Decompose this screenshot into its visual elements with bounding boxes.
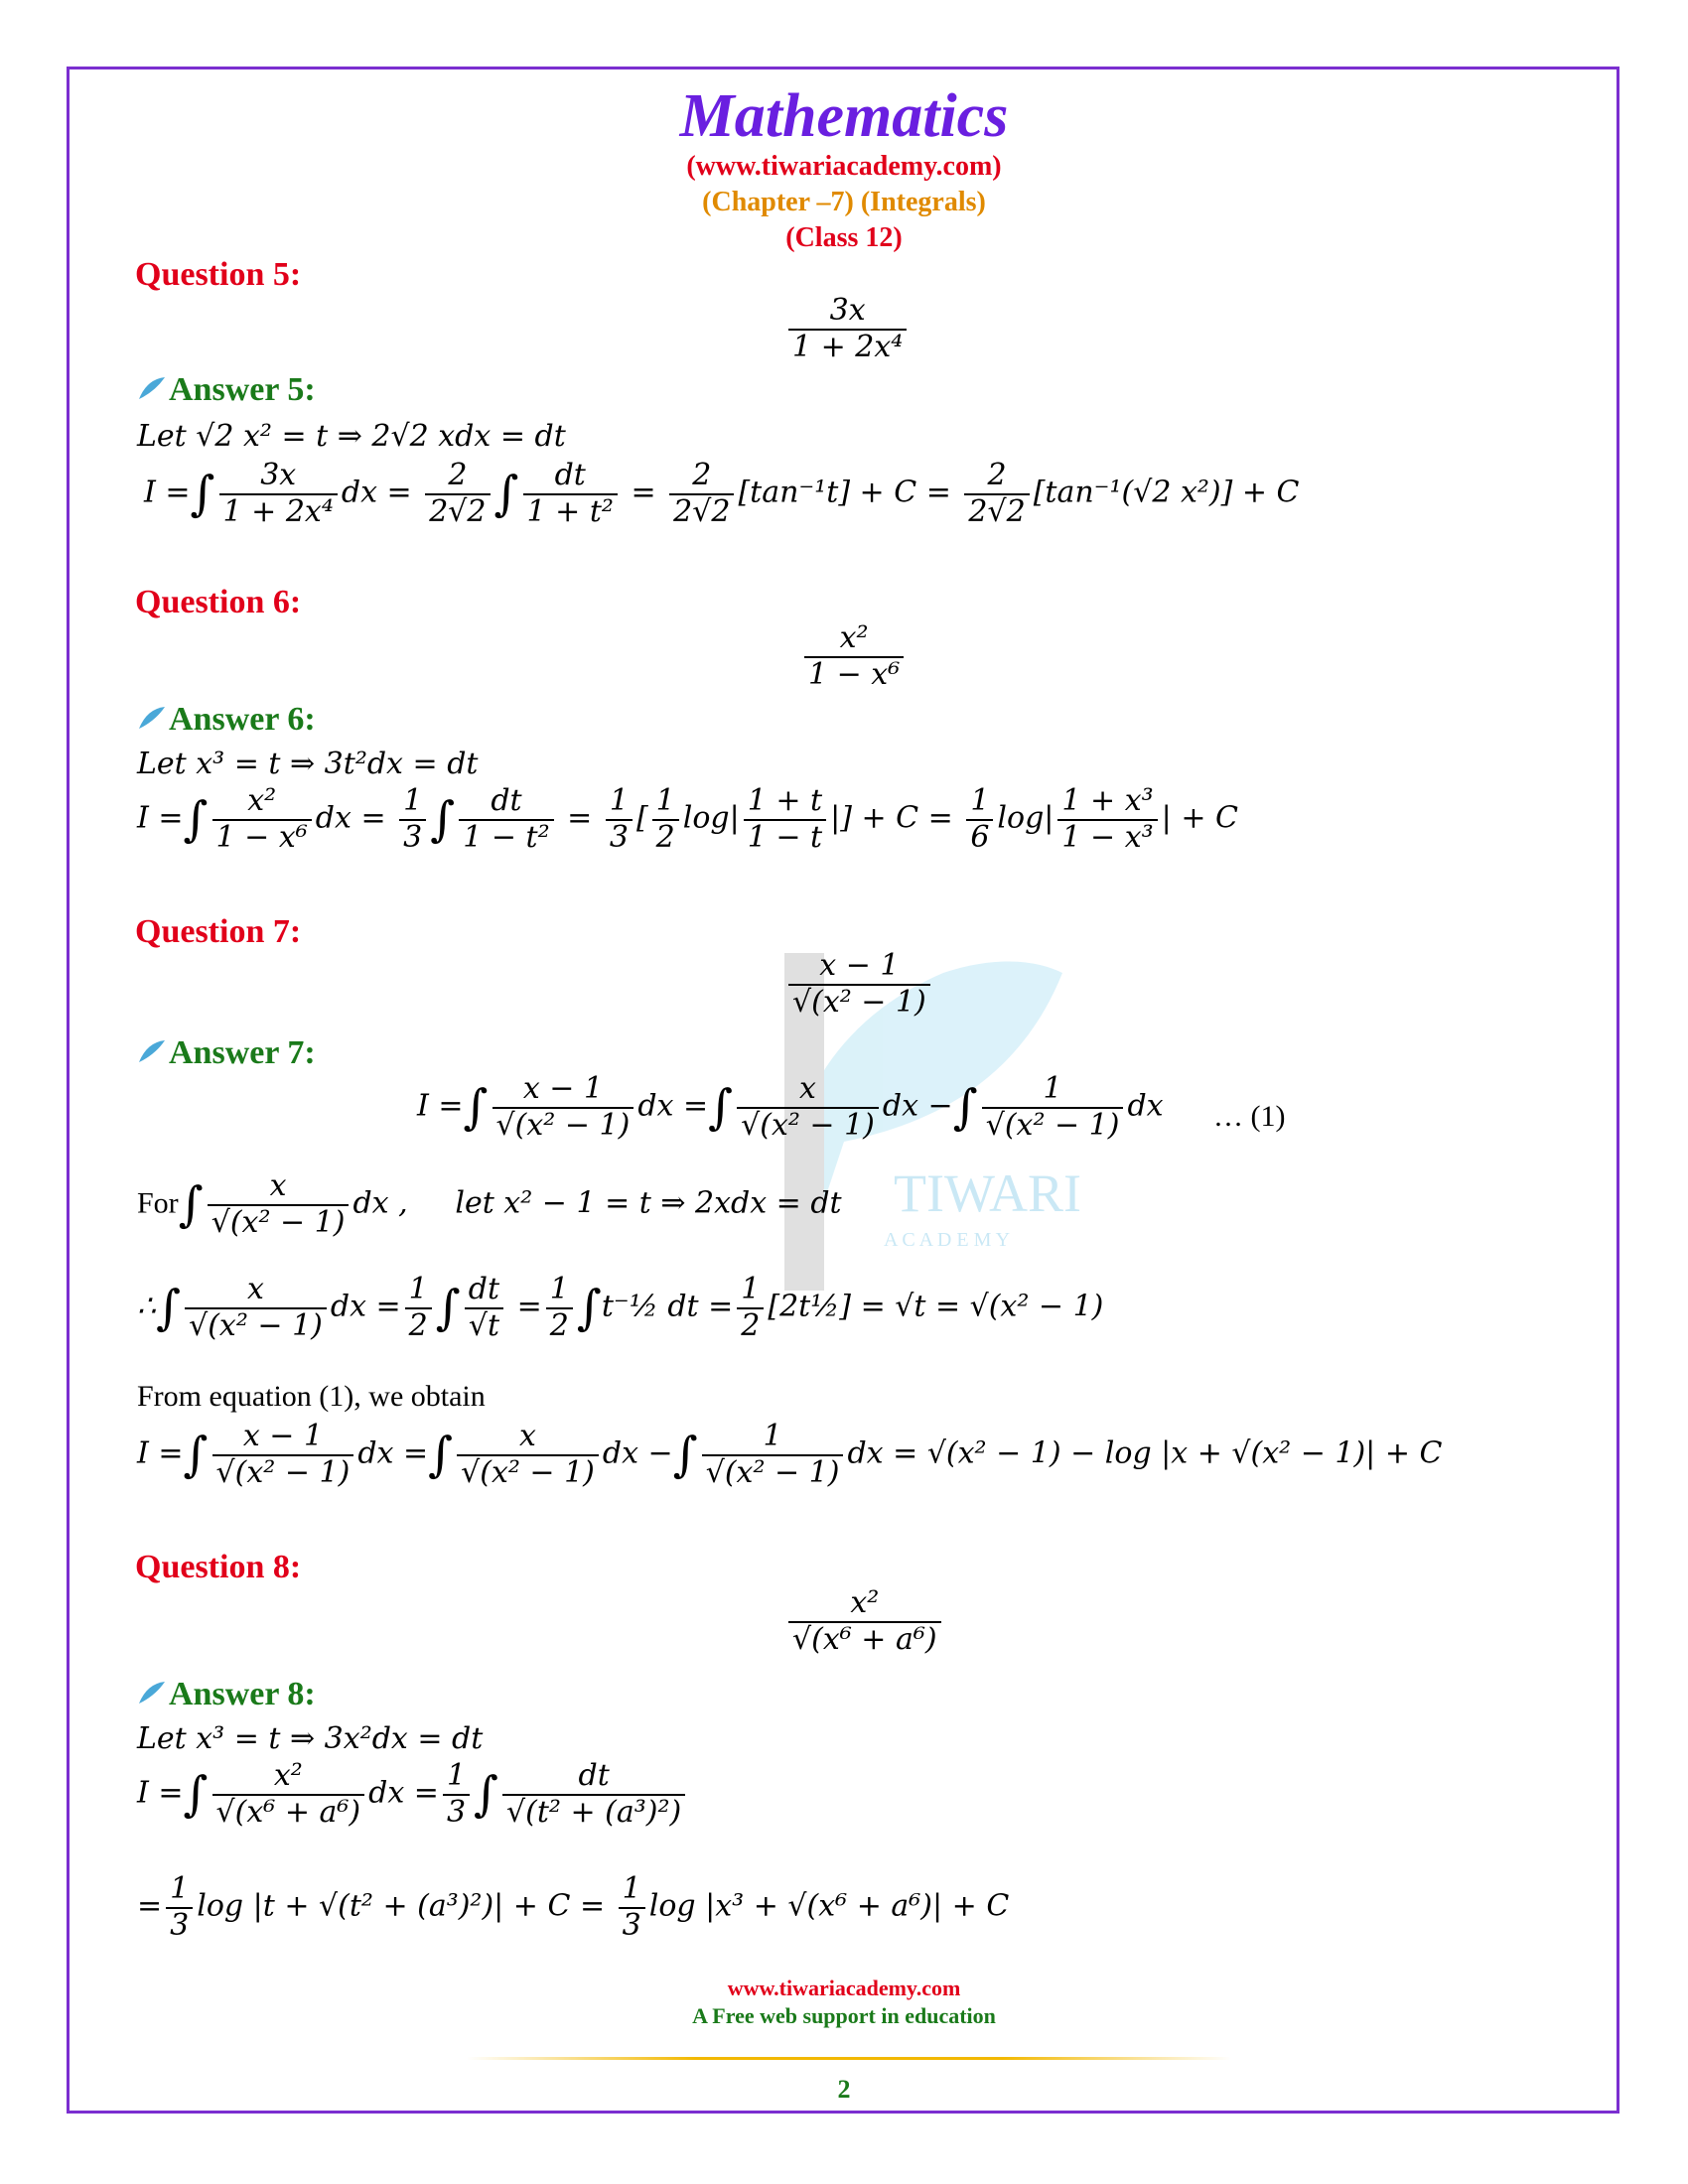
question-7-problem: $\frac{x - 1}{\text{√(x² − 1)}}$ (784, 949, 934, 1020)
answer-7-from-equation: From equation (1), we obtain (137, 1380, 486, 1413)
footer-divider (467, 2057, 1231, 2060)
answer-6-label: Answer 6: (137, 701, 316, 739)
answer-8-substitution: Let x³ = t ⇒ 3x²dx = dt (137, 1721, 484, 1756)
answer-8-integral: I =∫ $\frac{\text{x²}}{\text{√(x⁶ + a⁶)}}$ dx = $\frac{1}{3}$ ∫ $\frac{dt}{\text{√(t² + (a³)²)}}$ (137, 1759, 689, 1830)
website-header: (www.tiwariacademy.com) (686, 151, 1002, 182)
question-7-label: Question 7: (135, 913, 302, 950)
answer-8-label: Answer 8: (137, 1676, 316, 1713)
answer-7-final: I =∫ $\frac{x - 1}{\text{√(x² − 1)}}$ dx =∫ $\frac{x}{\text{√(x² − 1)}}$ dx −∫ $\frac{1}{\text{√(x² − 1)}}$ dx = √(x² − 1) − log |x + √(x² − 1)| + C (137, 1419, 1443, 1490)
page-number: 2 (837, 2075, 851, 2104)
page-title: Mathematics (679, 82, 1009, 150)
equation-reference: … (1) (1213, 1100, 1286, 1133)
pen-icon (137, 375, 167, 403)
answer-6-substitution: Let x³ = t ⇒ 3t²dx = dt (137, 747, 479, 781)
question-5-problem: $\frac{3x}{\text{1 + 2x⁴}}$ (784, 294, 911, 364)
answer-7-sub-integral: ∴∫ $\frac{x}{\text{√(x² − 1)}}$ dx = $\frac{1}{2}$ ∫ $\frac{dt}{√t}$ = $\frac{1}{2}$ ∫t⁻½ dt = $\frac{1}{2}$ [2t½] = √t = √(x² − 1) (137, 1272, 1104, 1343)
pen-icon (137, 1680, 167, 1707)
watermark-text: TIWARI (894, 1163, 1081, 1223)
answer-7-label: Answer 7: (137, 1034, 316, 1072)
answer-5-substitution: Let √2 x² = t ⇒ 2√2 xdx = dt (137, 419, 566, 454)
question-6-problem: $\frac{\text{x²}}{\text{1 − x⁶}}$ (800, 621, 908, 692)
pen-icon (137, 1038, 167, 1066)
answer-5-label: Answer 5: (137, 371, 316, 409)
answer-8-result: = $\frac{1}{3}$ log |t + √(t² + (a³)²)| + C = $\frac{1}{3}$ log |x³ + √(x⁶ + a⁶)| + C (137, 1871, 1010, 1943)
footer-website: www.tiwariacademy.com (727, 1976, 961, 2000)
pen-icon (137, 705, 167, 733)
question-6-label: Question 6: (135, 584, 302, 620)
footer-tagline: A Free web support in education (692, 2003, 996, 2028)
answer-5-integral: I =∫ $\frac{3x}{\text{1 + 2x⁴}}$ dx = $\frac{2}{2√2}$ ∫ $\frac{dt}{\text{1 + t²}}$ = $\frac{2}{2√2}$ [tan⁻¹t] + C = $\frac{2}{2√2}$ [tan⁻¹(√2 x²)] + C (144, 458, 1300, 529)
question-5-label: Question 5: (135, 256, 302, 293)
answer-7-for-line: For∫ $\frac{x}{\text{√(x² − 1)}}$ dx , let x² − 1 = t ⇒ 2xdx = dt (137, 1168, 842, 1240)
question-8-problem: $\frac{\text{x²}}{\text{√(x⁶ + a⁶)}}$ (784, 1586, 945, 1657)
answer-6-integral: I =∫ $\frac{\text{x²}}{\text{1 − x⁶}}$ dx = $\frac{1}{3}$ ∫ $\frac{dt}{\text{1 − t²}}$ = $\frac{1}{3}$ [ $\frac{1}{2}$ log| $\frac{1 + t}{1 - t}$ |] + C = $\frac{1}{6}$ log| $\frac{\text{1 + x³}}{\text{1 − x³}}$ | + C (137, 783, 1238, 855)
answer-7-equation-1: I =∫ $\frac{x - 1}{\text{√(x² − 1)}}$ dx =∫ $\frac{x}{\text{√(x² − 1)}}$ dx −∫ $\frac{1}{\text{√(x² − 1)}}$ dx (417, 1071, 1164, 1143)
question-8-label: Question 8: (135, 1549, 302, 1585)
chapter-header: (Chapter –7) (Integrals) (702, 187, 986, 217)
class-header: (Class 12) (785, 222, 903, 253)
watermark-subtext: A C A D E M Y (884, 1229, 1011, 1251)
